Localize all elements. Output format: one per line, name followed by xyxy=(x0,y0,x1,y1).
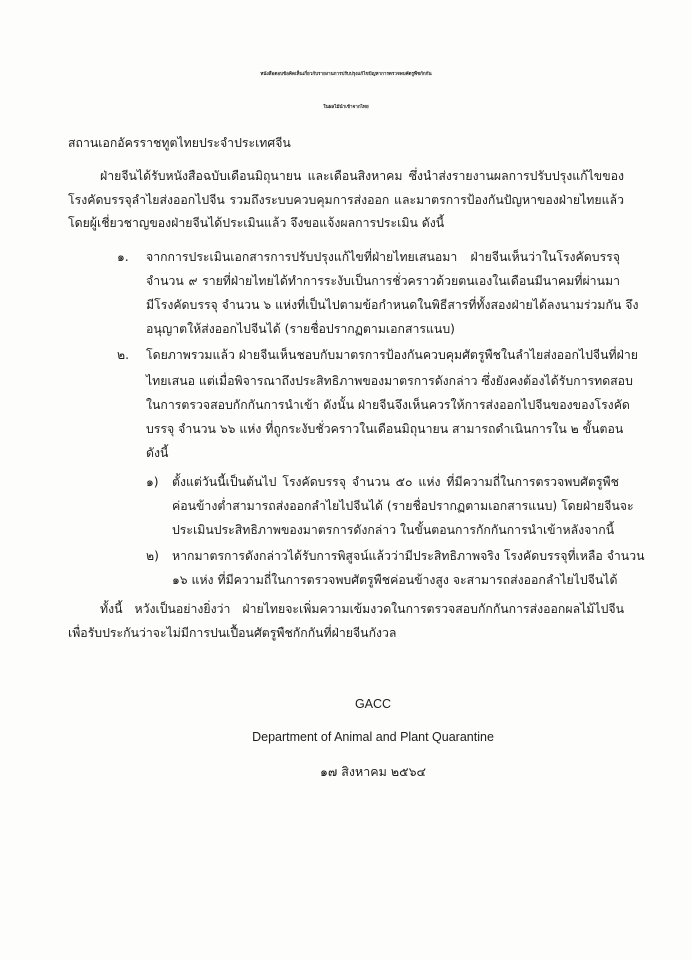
item-1-number: ๑. xyxy=(117,250,129,264)
intro-line: ฝ่ายจีนได้รับหนังสือฉบับเดือนมิถุนายน และเดือนสิงหาคม ซึ่งนำส่งรายงานผลการปรับปรุงแก้ไขของ xyxy=(100,169,624,183)
document-title-line-2: ในผลไม้นำเข้าจากไทย xyxy=(323,105,369,110)
recipient: สถานเอกอัครราชทูตไทยประจำประเทศจีน xyxy=(68,136,291,150)
item-2-line: โดยภาพรวมแล้ว ฝ่ายจีนเห็นชอบกับมาตรการป้องกันควบคุมศัตรูพืชในลำไยส่งออกไปจีนที่ฝ่าย xyxy=(146,348,638,362)
intro-line: โรงคัดบรรจุลำไยส่งออกไปจีน รวมถึงระบบควบคุมการส่งออก และมาตรการป้องกันปัญหาของฝ่ายไทยแล้ว xyxy=(68,193,624,207)
subitem-2-number: ๒) xyxy=(146,549,159,563)
subitem-1-line: ตั้งแต่วันนี้เป็นต้นไป โรงคัดบรรจุ จำนวน ๕๐ แห่ง ที่มีความถี่ในการตรวจพบศัตรูพืช xyxy=(172,475,619,489)
intro-line: โดยผู้เชี่ยวชาญของฝ่ายจีนได้ประเมินแล้ว จึงขอแจ้งผลการประเมิน ดังนี้ xyxy=(68,216,445,230)
subitem-2-line: หากมาตรการดังกล่าวได้รับการพิสูจน์แล้วว่ามีประสิทธิภาพจริง โรงคัดบรรจุที่เหลือ จำนวน xyxy=(172,549,645,563)
item-1-line: จากการประเมินเอกสารการปรับปรุงแก้ไขที่ฝ่ายไทยเสนอมา ฝ่ายจีนเห็นว่าในโรงคัดบรรจุ xyxy=(146,250,620,264)
item-1-line: มีโรงคัดบรรจุ จำนวน ๖ แห่งที่เป็นไปตามข้อกำหนดในพิธีสารที่ทั้งสองฝ่ายได้ลงนามร่วมกัน จึง xyxy=(146,298,639,312)
item-2-number: ๒. xyxy=(117,348,130,362)
signature-date: ๑๗ สิงหาคม ๒๕๖๔ xyxy=(320,764,426,779)
closing-line: ทั้งนี้ หวังเป็นอย่างยิ่งว่า ฝ่ายไทยจะเพิ่มความเข้มงวดในการตรวจสอบกักกันการส่งออกผลไม้ไปจีน xyxy=(100,602,624,616)
document-title-line-1: หนังสือตอบข้อคิดเห็นเกี่ยวกับรายงานการปรับปรุงแก้ไขปัญหาการตรวจพบศัตรูพืชกักกัน xyxy=(260,72,432,77)
subitem-2-line: ๑๖ แห่ง ที่มีความถี่ในการตรวจพบศัตรูพืชค่อนข้างสูง จะสามารถส่งออกลำไยไปจีนได้ xyxy=(172,573,618,587)
subitem-1-line: ค่อนข้างต่ำสามารถส่งออกลำไยไปจีนได้ (รายชื่อปรากฏตามเอกสารแนบ) โดยฝ่ายจีนจะ xyxy=(172,499,634,513)
subitem-1-number: ๑) xyxy=(146,475,159,489)
item-2-line: ในการตรวจสอบกักกันการนำเข้า ดังนั้น ฝ่ายจีนจึงเห็นควรให้การส่งออกไปจีนของของโรงคัด xyxy=(146,398,630,412)
item-2-line: ดังนี้ xyxy=(146,446,169,460)
item-2-line: บรรจุ จำนวน ๖๖ แห่ง ที่ถูกระงับชั่วคราวในเดือนมิถุนายน สามารถดำเนินการใน ๒ ขั้นตอน xyxy=(146,422,624,436)
signature-org: GACC xyxy=(354,697,392,711)
subitem-1-line: ประเมินประสิทธิภาพของมาตรการดังกล่าว ในขั้นตอนการกักกันการนำเข้าหลังจากนี้ xyxy=(172,523,615,537)
item-2-line: ไทยเสนอ แต่เมื่อพิจารณาถึงประสิทธิภาพของมาตรการดังกล่าว ซึ่งยังคงต้องได้รับการทดสอบ xyxy=(146,374,633,388)
signature-department: Department of Animal and Plant Quarantine xyxy=(252,730,494,744)
closing-line: เพื่อรับประกันว่าจะไม่มีการปนเปื้อนศัตรูพืชกักกันที่ฝ่ายจีนกังวล xyxy=(68,626,397,640)
item-1-line: จำนวน ๙ รายที่ฝ่ายไทยได้ทำการระงับเป็นการชั่วคราวด้วยตนเองในเดือนมีนาคมที่ผ่านมา xyxy=(146,274,620,288)
item-1-line: อนุญาตให้ส่งออกไปจีนได้ (รายชื่อปรากฏตามเอกสารแนบ) xyxy=(146,322,455,336)
